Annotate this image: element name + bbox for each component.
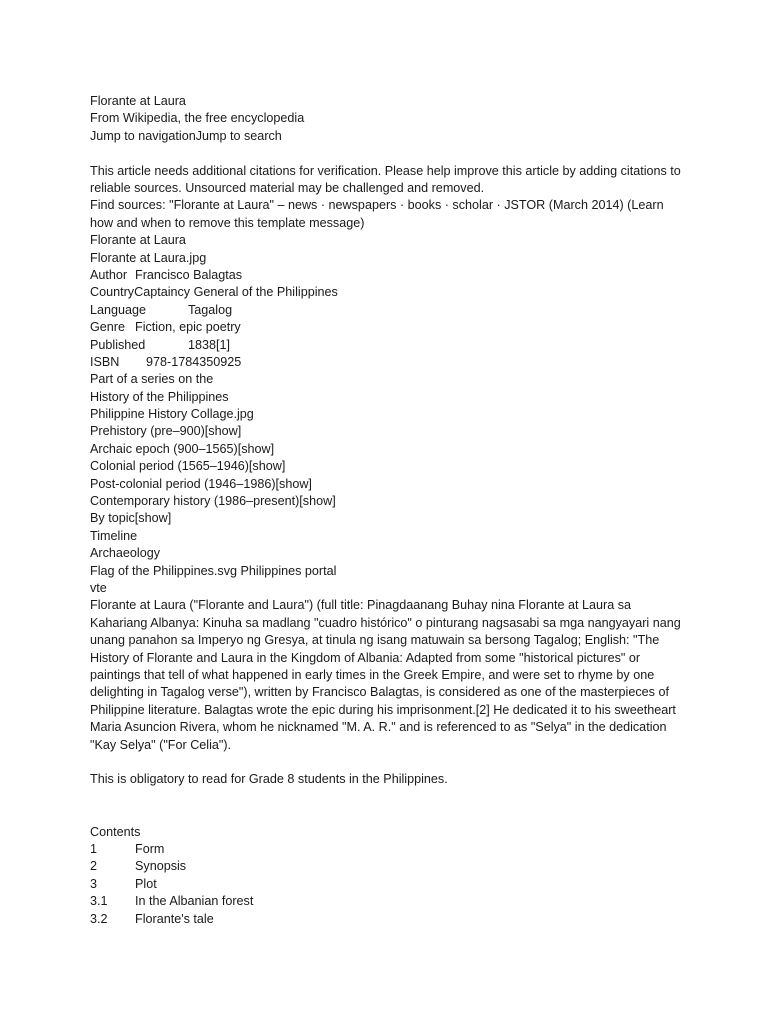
contents-item xyxy=(90,841,690,858)
series-item-timeline: Timeline xyxy=(90,528,138,543)
series-history: History of the Philippines xyxy=(90,389,229,404)
intro-paragraph: Florante at Laura ("Florante and Laura") (full title: Pinagdaanang Buhay nina Florante at Laura sa Kahariang Albanya: Kinuha sa madlang "cuadro histórico" o pinturang nagsasabi sa mga nangyayari nang unang panahon sa Imperyo ng Gresya, at tinula ng isang matuwain sa bersong Tagalog; English: "The History of Florante and Laura in the Kingdom of Albania: Adapted from some "historical pictures" or paintings that tell of what happened in early times in the Greek Empire, and were set to rhyme by one delighting in Tagalog verse"), written by Francisco Balagtas, is considered as one of the masterpieces of Philippine literature. Balagtas wrote the epic during his imprisonment.[2] He dedicated it to his sweetheart Maria Asuncion Rivera, whom he nicknamed "M. A. R." and is referenced to as "Selya" in the dedication "Kay Selya" ("For Celia"). xyxy=(90,598,681,752)
find-sources: Find sources: "Florante at Laura" – news · newspapers · books · scholar · JSTOR (March 2014) (Learn how and when to remove this template message) xyxy=(90,198,664,230)
contents-item-number: 3.2 xyxy=(90,911,108,926)
published-value: 1838[1] xyxy=(188,337,231,352)
infobox-country-row: CountryCaptaincy General of the Philippines xyxy=(90,285,338,300)
series-item-archaic: Archaic epoch (900–1565)[show] xyxy=(90,441,275,456)
series-item-vte: vte xyxy=(90,581,107,595)
genre-value: Fiction, epic poetry xyxy=(135,320,241,335)
author-value: Francisco Balagtas xyxy=(135,267,243,282)
series-item-prehistory: Prehistory (pre–900)[show] xyxy=(90,424,242,439)
isbn-key: ISBN xyxy=(90,354,120,369)
document-page xyxy=(90,93,690,928)
published-key: Published xyxy=(90,337,146,352)
contents-item-number: 3.1 xyxy=(90,894,108,909)
infobox-published-row xyxy=(90,337,690,354)
series-item-by-topic: By topic[show] xyxy=(90,511,172,526)
isbn-value: 978-1784350925 xyxy=(146,354,242,369)
series-item-portal: Flag of the Philippines.svg Philippines portal xyxy=(90,563,337,578)
series-item-contemporary: Contemporary history (1986–present)[show] xyxy=(90,494,336,509)
author-key: Author xyxy=(90,267,128,282)
contents-item-label: Plot xyxy=(135,876,157,891)
infobox-title: Florante at Laura xyxy=(90,233,186,248)
source-line: From Wikipedia, the free encyclopedia xyxy=(90,111,305,126)
infobox-author-row xyxy=(90,267,690,284)
contents-item xyxy=(90,858,690,875)
series-item-archaeology: Archaeology xyxy=(90,546,161,561)
obligatory-note: This is obligatory to read for Grade 8 students in the Philippines. xyxy=(90,772,448,787)
contents-heading: Contents xyxy=(90,824,141,839)
jump-links: Jump to navigationJump to search xyxy=(90,128,282,143)
series-collage: Philippine History Collage.jpg xyxy=(90,407,254,422)
contents-item xyxy=(90,876,690,893)
infobox-genre-row xyxy=(90,319,690,336)
citation-notice: This article needs additional citations for verification. Please help improve this article by adding citations to reliable sources. Unsourced material may be challenged and removed. xyxy=(90,163,681,195)
series-part: Part of a series on the xyxy=(90,372,214,387)
contents-item-number: 2 xyxy=(90,859,98,874)
contents-item-label: Florante's tale xyxy=(135,911,214,926)
article-title: Florante at Laura xyxy=(90,94,186,108)
contents-item xyxy=(90,911,690,928)
series-item-post-colonial: Post-colonial period (1946–1986)[show] xyxy=(90,476,312,491)
language-key: Language xyxy=(90,302,147,317)
series-item-colonial: Colonial period (1565–1946)[show] xyxy=(90,459,286,474)
infobox-isbn-row xyxy=(90,354,690,371)
infobox-language-row xyxy=(90,302,690,319)
contents-item-number: 3 xyxy=(90,876,98,891)
language-value: Tagalog xyxy=(188,302,233,317)
contents-item-number: 1 xyxy=(90,842,98,857)
infobox-image-name: Florante at Laura.jpg xyxy=(90,250,207,265)
contents-item-label: Form xyxy=(135,842,165,857)
genre-key: Genre xyxy=(90,320,126,335)
contents-item-label: Synopsis xyxy=(135,859,187,874)
contents-item xyxy=(90,893,690,910)
contents-item-label: In the Albanian forest xyxy=(135,894,254,909)
